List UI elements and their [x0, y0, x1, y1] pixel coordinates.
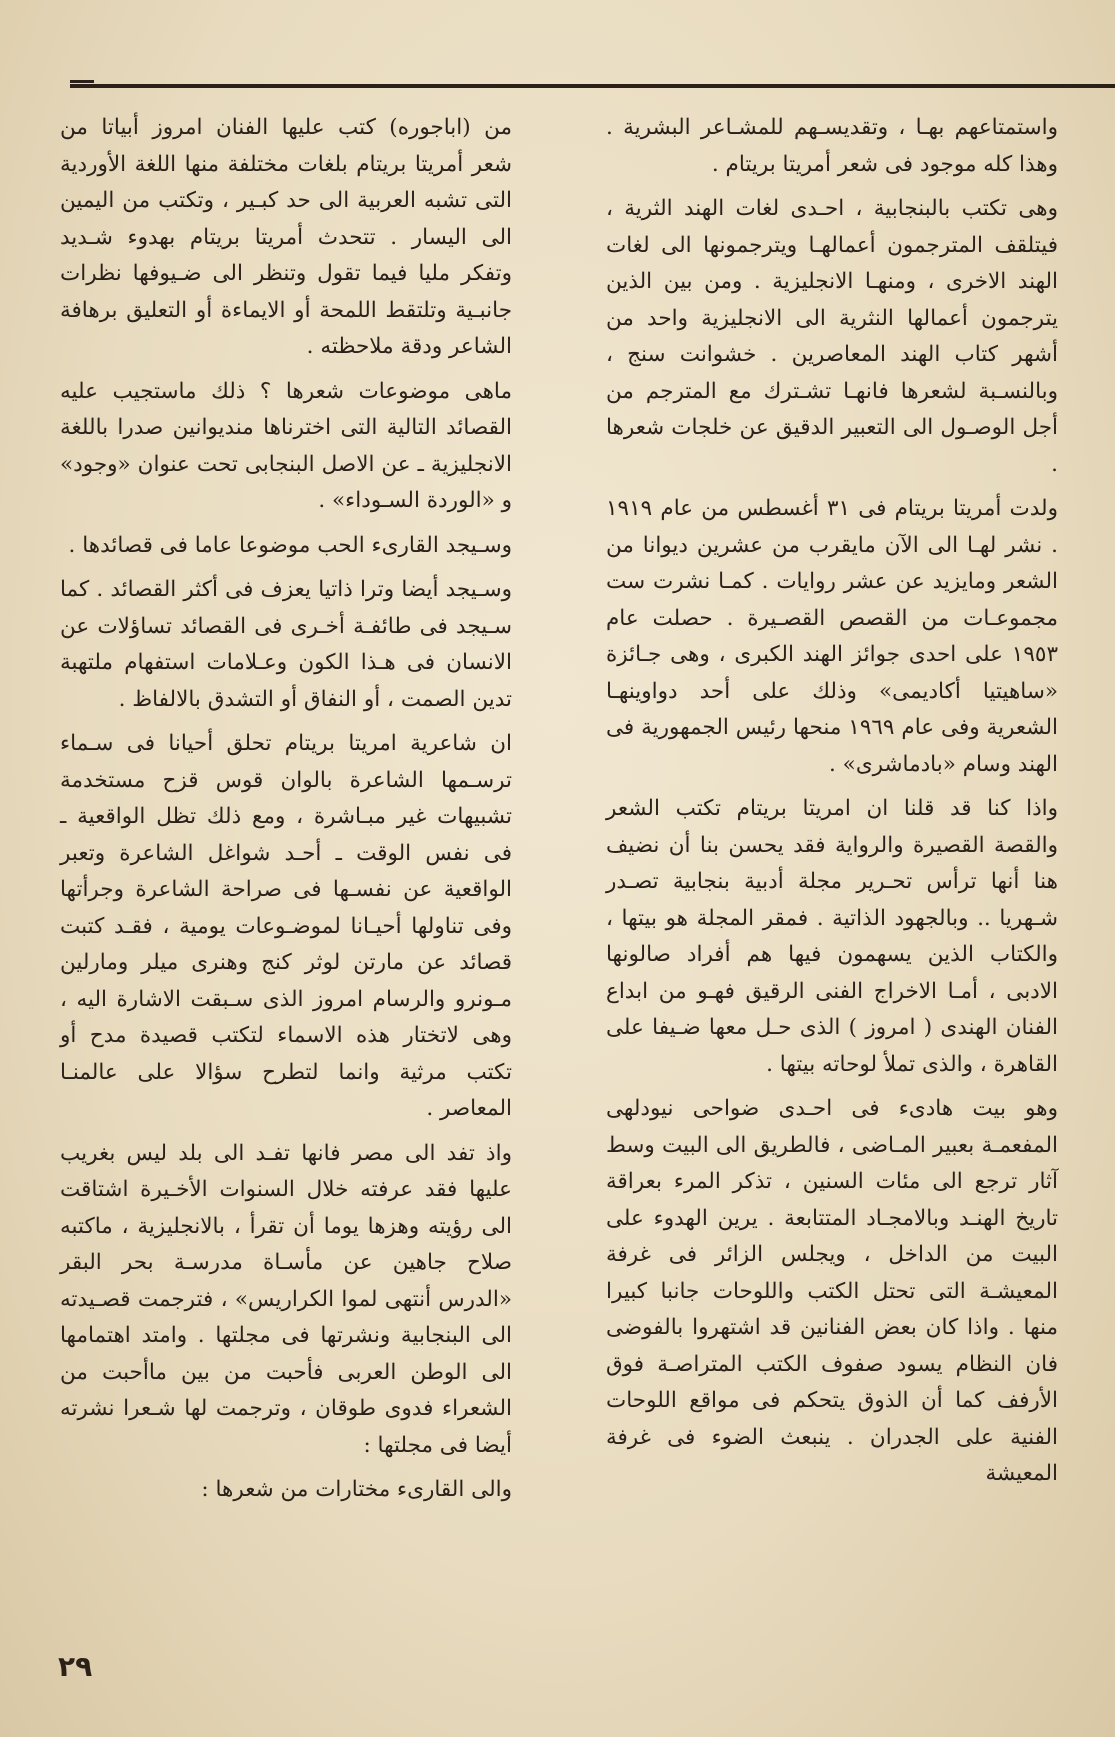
paragraph: من (اباجوره) كتب عليها الفنان امروز أبياتا من شعر أمريتا بريتام بلغات مختلفة منها اللغة الأوردية التى تشبه العربية الى حد كبـير ، وتكتب من اليمين الى اليسار . تتحدث أمريتا بريتام بهدوء شـديد وتفكر مليا فيما تقول وتنظر الى ضـيوفها نظرات جانبـية وتلتقط اللمحة أو الايماءة أو التعليق برهافة الشاعر ودقة ملاحظته . — [60, 115, 512, 359]
paragraph: واستمتاعهم بهـا ، وتقديسـهم للمشـاعر البشرية . وهذا كله موجود فى شعر أمريتا بريتام . — [606, 115, 1058, 177]
paragraph: وهى تكتب بالبنجابية ، احـدى لغات الهند الثرية ، فيتلقف المترجمون أعمالهـا ويترجمونها الى لغات الهند الاخرى ، ومنهـا الانجليزية . ومن بين الذين يترجمون أعمالها النثرية الى الانجليزية واحد من أشهر كتاب الهند المعاصرين . خشوانت سنج ، وبالنسـبة لشعرها فانهـا تشـترك مع المترجم من أجل الوصـول الى التعبير الدقيق عن خلجات شعرها . — [606, 196, 1058, 477]
paragraph: والى القارىء مختارات من شعرها : — [201, 1477, 512, 1502]
paragraph: ماهى موضوعات شعرها ؟ ذلك ماستجيب عليه القصائد التالية التى اخترناها منديوانين صدرا باللغة الانجليزية ـ عن الاصل البنجابى تحت عنوان «وجود» و «الوردة السـوداء» . — [60, 378, 512, 513]
paragraph: ولدت أمريتا بريتام فى ٣١ أغسطس من عام ١٩١٩ . نشر لهـا الى الآن مايقرب من عشرين ديوانا من الشعر ومايزيد عن عشر روايات . كمـا نشرت ست مجموعـات من القصص القصـيرة . حصلت عام ١٩٥٣ على احدى جوائز الهند الكبرى ، وهى جـائزة «ساهيتيا أكاديمى» وذلك على أحد دواوينهـا الشعرية وفى عام ١٩٦٩ منحها رئيس الجمهورية فى الهند وسام «بادماشرى» . — [606, 496, 1058, 777]
header-rule-accent — [70, 80, 94, 83]
page-number: ٢٩ — [58, 1650, 93, 1683]
paragraph: ان شاعرية امريتا بريتام تحلق أحيانا فى سـماء ترسـمها الشاعرة بالوان قوس قزح مستخدمة تشبيهات غير مبـاشرة ، ومع ذلك تظل الواقعية ـ فى نفس الوقت ـ أحـد شواغل الشاعرة وتعبر الواقعية عن نفسـها فى صراحة الشاعرة وجرأتها وفى تناولها أحيـانا لموضـوعات يومية ، فقـد كتبت قصائد عن مارتن لوثر كنج وهنرى ميلر ومارلين مـونرو والرسام امروز الذى سـبقت الاشارة اليه ، وهى لاتختار هذه الاسماء لتكتب قصيدة مدح أو تكتب مرثية وانما لتطرح سؤالا على عالمنـا المعاصر . — [60, 731, 512, 1121]
right-column — [606, 110, 1058, 1501]
paragraph: واذ تفد الى مصر فانها تفـد الى بلد ليس بغريب عليها فقد عرفته خلال السنوات الأخـيرة اشتاقت الى رؤيته وهزها يوما أن تقرأ ، بالانجليزية ، ماكتبه صلاح جاهين عن مأسـاة مدرسـة بحر البقر «الدرس أنتهى لموا الكراريس» ، فترجمت قصـيدته الى البنجابية ونشرتها فى مجلتها . وامتد اهتمامها الى الوطن العربى فأحبت من بين ماأحبت من الشعراء فدوى طوقان ، وترجمت لها شـعرا نشرته أيضا فى مجلتها : — [60, 1140, 512, 1458]
paragraph: واذا كنا قد قلنا ان امريتا بريتام تكتب الشعر والقصة القصيرة والرواية فقد يحسن بنا أن نضيف هنا أنها ترأس تحـرير مجلة أدبية بنجابية تصـدر شـهريا .. وبالجهود الذاتية . فمقر المجلة هو بيتها ، والكتاب الذين يسهمون فيها هم أفراد صالونها الادبى ، أمـا الاخراج الفنى الرقيق فهـو من ابداع الفنان الهندى ( امروز ) الذى حـل معها ضـيفا على القاهرة ، والذى تملأ لوحاته بيتها . — [606, 796, 1058, 1077]
paragraph: وسـيجد أيضا وترا ذاتيا يعزف فى أكثر القصائد . كما سـيجد فى طائفـة أخـرى فى القصائد تساؤلات عن الانسان فى هـذا الكون وعـلامات استفهام ملتهبة تدين الصمت ، أو النفاق أو التشدق بالالفاظ . — [60, 577, 512, 712]
paragraph: وهو بيت هادىء فى احـدى ضواحى نيودلهى المفعمـة بعبير المـاضى ، فالطريق الى البيت وسط آثار ترجع الى مئات السنين ، تذكر المرء بعراقة تاريخ الهنـد وبالامجـاد المتتابعة . يرين الهدوء على البيت من الداخل ، ويجلس الزائر فى غرفة المعيشـة التى تحتل الكتب واللوحات جانبا كبيرا منها . واذا كان بعض الفنانين قد اشتهروا بالفوضى فان النظام يسود صفوف الكتب المتراصـة فوق الأرفف كما أن الذوق يتحكم فى مواقع اللوحات الفنية على الجدران . ينبعث الضوء فى غرفة المعيشة — [606, 1096, 1058, 1486]
left-column — [60, 110, 512, 1517]
paragraph: وسـيجد القارىء الحب موضوعا عاما فى قصائدها . — [68, 532, 512, 558]
header-rule — [70, 84, 1115, 88]
